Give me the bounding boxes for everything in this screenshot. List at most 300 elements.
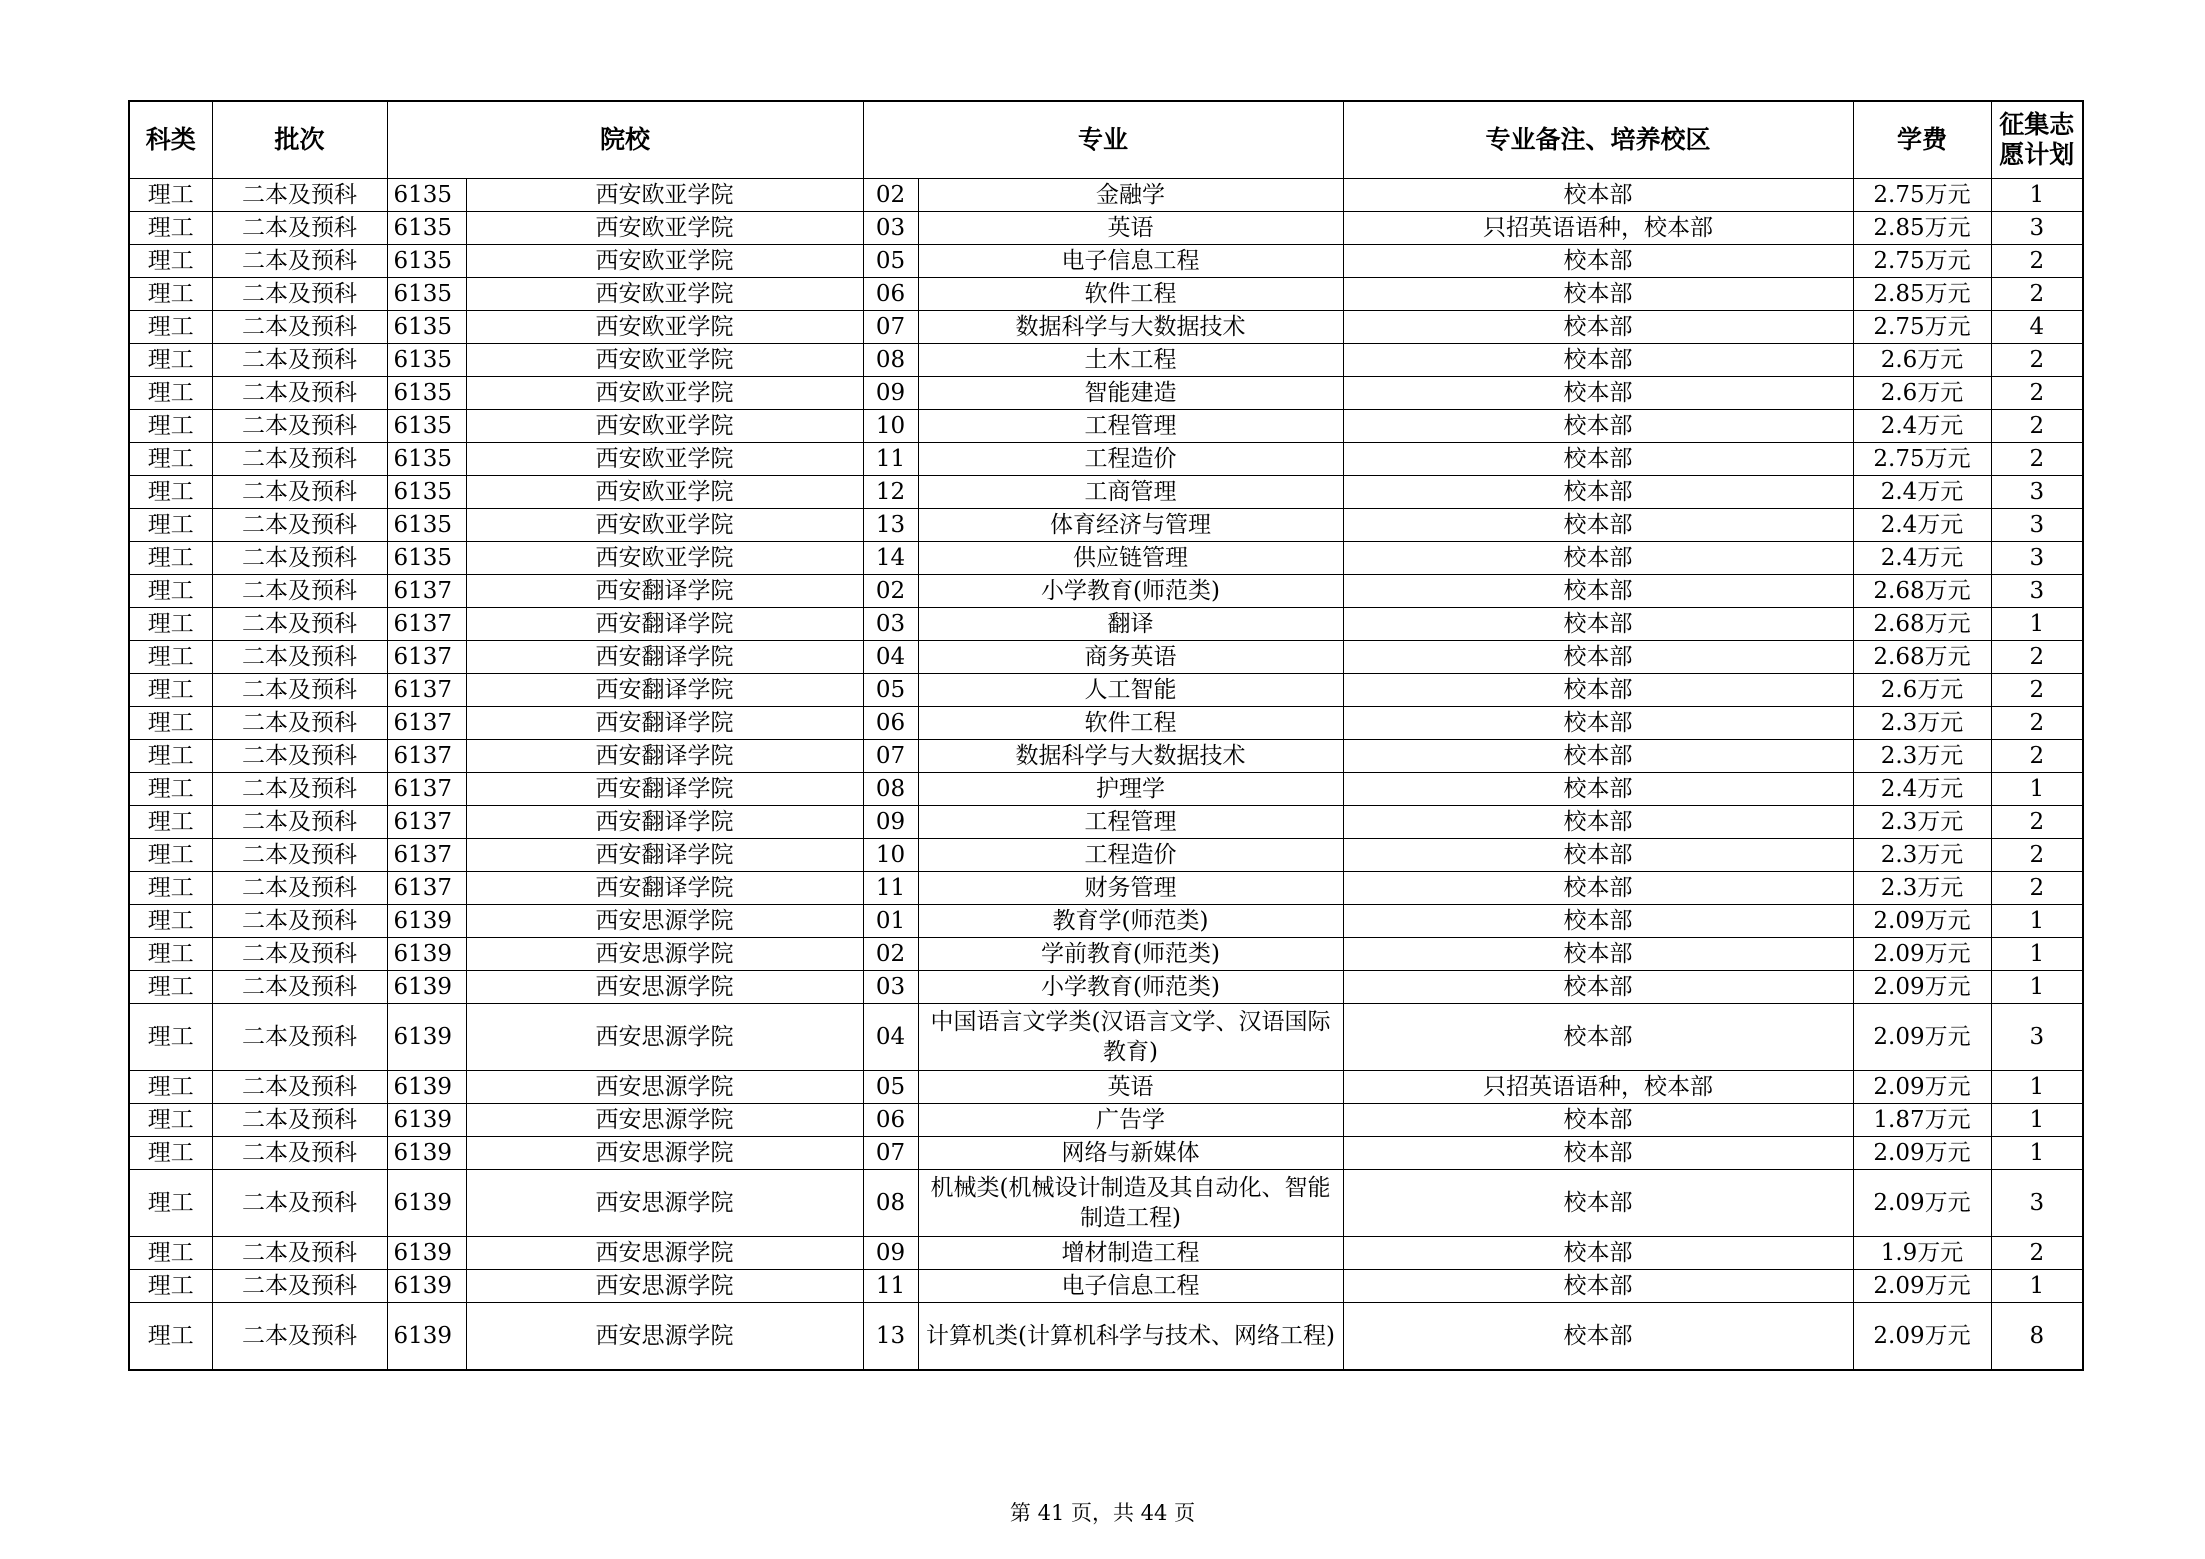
cell-category: 理工 bbox=[129, 1170, 212, 1237]
cell-plan: 2 bbox=[1991, 674, 2083, 707]
cell-major-code: 06 bbox=[863, 707, 918, 740]
cell-remarks: 校本部 bbox=[1343, 839, 1853, 872]
header-plan: 征集志愿计划 bbox=[1991, 101, 2083, 179]
cell-category: 理工 bbox=[129, 806, 212, 839]
header-category: 科类 bbox=[129, 101, 212, 179]
cell-remarks: 校本部 bbox=[1343, 509, 1853, 542]
table-header-row bbox=[129, 101, 2083, 179]
cell-school-name: 西安欧亚学院 bbox=[466, 245, 863, 278]
cell-major-name: 工程造价 bbox=[918, 839, 1343, 872]
cell-plan: 1 bbox=[1991, 1071, 2083, 1104]
cell-school-code: 6139 bbox=[387, 1004, 466, 1071]
cell-major-code: 11 bbox=[863, 443, 918, 476]
cell-batch: 二本及预科 bbox=[212, 245, 387, 278]
cell-plan: 1 bbox=[1991, 1270, 2083, 1303]
cell-school-code: 6139 bbox=[387, 971, 466, 1004]
cell-remarks: 校本部 bbox=[1343, 179, 1853, 212]
table-row bbox=[129, 344, 2083, 377]
header-major: 专业 bbox=[863, 101, 1343, 179]
cell-fee: 2.09万元 bbox=[1853, 1303, 1991, 1371]
cell-plan: 2 bbox=[1991, 641, 2083, 674]
cell-major-code: 07 bbox=[863, 1137, 918, 1170]
cell-school-code: 6135 bbox=[387, 410, 466, 443]
cell-remarks: 校本部 bbox=[1343, 641, 1853, 674]
cell-category: 理工 bbox=[129, 542, 212, 575]
admissions-plan-table-container bbox=[128, 100, 2082, 1371]
table-row bbox=[129, 212, 2083, 245]
cell-school-name: 西安翻译学院 bbox=[466, 575, 863, 608]
cell-major-name: 翻译 bbox=[918, 608, 1343, 641]
cell-major-name: 工程管理 bbox=[918, 806, 1343, 839]
cell-school-name: 西安翻译学院 bbox=[466, 872, 863, 905]
cell-category: 理工 bbox=[129, 608, 212, 641]
cell-major-code: 02 bbox=[863, 575, 918, 608]
table-row bbox=[129, 476, 2083, 509]
cell-major-code: 09 bbox=[863, 806, 918, 839]
table-row bbox=[129, 806, 2083, 839]
cell-school-code: 6135 bbox=[387, 179, 466, 212]
cell-major-name: 英语 bbox=[918, 212, 1343, 245]
cell-fee: 2.09万元 bbox=[1853, 905, 1991, 938]
cell-plan: 1 bbox=[1991, 971, 2083, 1004]
cell-school-name: 西安欧亚学院 bbox=[466, 410, 863, 443]
cell-fee: 2.75万元 bbox=[1853, 443, 1991, 476]
cell-school-code: 6135 bbox=[387, 377, 466, 410]
cell-major-code: 08 bbox=[863, 1170, 918, 1237]
cell-plan: 3 bbox=[1991, 1170, 2083, 1237]
table-row bbox=[129, 1104, 2083, 1137]
table-row bbox=[129, 1071, 2083, 1104]
table-row bbox=[129, 509, 2083, 542]
cell-fee: 2.09万元 bbox=[1853, 1270, 1991, 1303]
table-row bbox=[129, 1237, 2083, 1270]
cell-category: 理工 bbox=[129, 212, 212, 245]
cell-school-name: 西安欧亚学院 bbox=[466, 509, 863, 542]
cell-plan: 2 bbox=[1991, 410, 2083, 443]
cell-major-name: 计算机类(计算机科学与技术、网络工程) bbox=[918, 1303, 1343, 1371]
cell-school-name: 西安思源学院 bbox=[466, 1137, 863, 1170]
cell-school-code: 6137 bbox=[387, 839, 466, 872]
table-body bbox=[129, 179, 2083, 1371]
header-batch: 批次 bbox=[212, 101, 387, 179]
cell-school-code: 6137 bbox=[387, 740, 466, 773]
cell-batch: 二本及预科 bbox=[212, 641, 387, 674]
cell-remarks: 校本部 bbox=[1343, 1137, 1853, 1170]
cell-plan: 2 bbox=[1991, 872, 2083, 905]
cell-batch: 二本及预科 bbox=[212, 278, 387, 311]
table-row bbox=[129, 1004, 2083, 1071]
cell-plan: 1 bbox=[1991, 1137, 2083, 1170]
table-row bbox=[129, 443, 2083, 476]
cell-batch: 二本及预科 bbox=[212, 509, 387, 542]
cell-category: 理工 bbox=[129, 1303, 212, 1371]
cell-major-code: 03 bbox=[863, 971, 918, 1004]
cell-fee: 2.3万元 bbox=[1853, 872, 1991, 905]
table-row bbox=[129, 938, 2083, 971]
cell-school-name: 西安欧亚学院 bbox=[466, 542, 863, 575]
cell-category: 理工 bbox=[129, 1104, 212, 1137]
table-row bbox=[129, 1170, 2083, 1237]
cell-category: 理工 bbox=[129, 905, 212, 938]
table-row bbox=[129, 1137, 2083, 1170]
cell-school-code: 6139 bbox=[387, 938, 466, 971]
page-number-footer: 第 41 页，共 44 页 bbox=[1009, 1501, 1196, 1525]
cell-school-name: 西安思源学院 bbox=[466, 1170, 863, 1237]
cell-fee: 2.4万元 bbox=[1853, 476, 1991, 509]
cell-fee: 2.68万元 bbox=[1853, 641, 1991, 674]
cell-school-code: 6139 bbox=[387, 1270, 466, 1303]
cell-remarks: 校本部 bbox=[1343, 1004, 1853, 1071]
cell-fee: 2.09万元 bbox=[1853, 971, 1991, 1004]
cell-batch: 二本及预科 bbox=[212, 938, 387, 971]
cell-fee: 2.09万元 bbox=[1853, 1004, 1991, 1071]
cell-fee: 2.68万元 bbox=[1853, 575, 1991, 608]
cell-category: 理工 bbox=[129, 179, 212, 212]
cell-remarks: 校本部 bbox=[1343, 1170, 1853, 1237]
cell-major-name: 工商管理 bbox=[918, 476, 1343, 509]
cell-major-code: 10 bbox=[863, 410, 918, 443]
cell-batch: 二本及预科 bbox=[212, 179, 387, 212]
table-row bbox=[129, 245, 2083, 278]
cell-major-code: 07 bbox=[863, 311, 918, 344]
cell-school-code: 6139 bbox=[387, 1071, 466, 1104]
cell-school-name: 西安翻译学院 bbox=[466, 641, 863, 674]
cell-plan: 1 bbox=[1991, 608, 2083, 641]
cell-major-name: 网络与新媒体 bbox=[918, 1137, 1343, 1170]
cell-fee: 2.68万元 bbox=[1853, 608, 1991, 641]
cell-school-name: 西安翻译学院 bbox=[466, 839, 863, 872]
cell-batch: 二本及预科 bbox=[212, 1071, 387, 1104]
cell-major-name: 土木工程 bbox=[918, 344, 1343, 377]
cell-plan: 3 bbox=[1991, 1004, 2083, 1071]
cell-plan: 2 bbox=[1991, 806, 2083, 839]
cell-major-name: 护理学 bbox=[918, 773, 1343, 806]
table-row bbox=[129, 839, 2083, 872]
cell-batch: 二本及预科 bbox=[212, 1137, 387, 1170]
cell-batch: 二本及预科 bbox=[212, 608, 387, 641]
cell-remarks: 校本部 bbox=[1343, 377, 1853, 410]
cell-category: 理工 bbox=[129, 1137, 212, 1170]
cell-batch: 二本及预科 bbox=[212, 476, 387, 509]
cell-major-name: 智能建造 bbox=[918, 377, 1343, 410]
cell-major-name: 数据科学与大数据技术 bbox=[918, 311, 1343, 344]
cell-school-name: 西安思源学院 bbox=[466, 905, 863, 938]
cell-category: 理工 bbox=[129, 740, 212, 773]
cell-batch: 二本及预科 bbox=[212, 1270, 387, 1303]
cell-remarks: 校本部 bbox=[1343, 1237, 1853, 1270]
cell-fee: 2.6万元 bbox=[1853, 344, 1991, 377]
cell-school-code: 6139 bbox=[387, 1303, 466, 1371]
cell-category: 理工 bbox=[129, 938, 212, 971]
cell-school-name: 西安思源学院 bbox=[466, 1303, 863, 1371]
cell-remarks: 校本部 bbox=[1343, 938, 1853, 971]
cell-remarks: 校本部 bbox=[1343, 806, 1853, 839]
cell-remarks: 校本部 bbox=[1343, 575, 1853, 608]
cell-major-code: 09 bbox=[863, 377, 918, 410]
cell-batch: 二本及预科 bbox=[212, 443, 387, 476]
cell-school-name: 西安思源学院 bbox=[466, 1071, 863, 1104]
cell-fee: 2.75万元 bbox=[1853, 245, 1991, 278]
cell-batch: 二本及预科 bbox=[212, 806, 387, 839]
cell-major-name: 数据科学与大数据技术 bbox=[918, 740, 1343, 773]
cell-category: 理工 bbox=[129, 674, 212, 707]
cell-plan: 1 bbox=[1991, 773, 2083, 806]
cell-school-name: 西安欧亚学院 bbox=[466, 278, 863, 311]
header-remarks: 专业备注、培养校区 bbox=[1343, 101, 1853, 179]
cell-school-code: 6137 bbox=[387, 575, 466, 608]
cell-batch: 二本及预科 bbox=[212, 344, 387, 377]
cell-school-name: 西安欧亚学院 bbox=[466, 179, 863, 212]
cell-school-name: 西安翻译学院 bbox=[466, 674, 863, 707]
cell-batch: 二本及预科 bbox=[212, 410, 387, 443]
cell-major-code: 13 bbox=[863, 1303, 918, 1371]
cell-major-code: 03 bbox=[863, 212, 918, 245]
cell-plan: 2 bbox=[1991, 377, 2083, 410]
cell-school-code: 6135 bbox=[387, 344, 466, 377]
cell-remarks: 校本部 bbox=[1343, 1104, 1853, 1137]
table-row bbox=[129, 905, 2083, 938]
cell-major-name: 学前教育(师范类) bbox=[918, 938, 1343, 971]
table-row bbox=[129, 575, 2083, 608]
cell-major-code: 11 bbox=[863, 1270, 918, 1303]
cell-school-name: 西安欧亚学院 bbox=[466, 344, 863, 377]
cell-major-code: 06 bbox=[863, 278, 918, 311]
cell-major-name: 工程管理 bbox=[918, 410, 1343, 443]
cell-major-name: 软件工程 bbox=[918, 707, 1343, 740]
cell-category: 理工 bbox=[129, 641, 212, 674]
cell-batch: 二本及预科 bbox=[212, 1104, 387, 1137]
cell-major-name: 电子信息工程 bbox=[918, 1270, 1343, 1303]
cell-remarks: 校本部 bbox=[1343, 773, 1853, 806]
table-row bbox=[129, 1270, 2083, 1303]
cell-batch: 二本及预科 bbox=[212, 872, 387, 905]
cell-fee: 2.09万元 bbox=[1853, 938, 1991, 971]
cell-school-name: 西安翻译学院 bbox=[466, 608, 863, 641]
cell-major-code: 02 bbox=[863, 938, 918, 971]
cell-major-code: 01 bbox=[863, 905, 918, 938]
table-row bbox=[129, 1303, 2083, 1371]
cell-school-code: 6139 bbox=[387, 1170, 466, 1237]
cell-plan: 2 bbox=[1991, 839, 2083, 872]
cell-fee: 2.3万元 bbox=[1853, 839, 1991, 872]
cell-school-code: 6135 bbox=[387, 542, 466, 575]
cell-batch: 二本及预科 bbox=[212, 674, 387, 707]
cell-major-code: 02 bbox=[863, 179, 918, 212]
cell-major-name: 增材制造工程 bbox=[918, 1237, 1343, 1270]
cell-school-code: 6139 bbox=[387, 905, 466, 938]
cell-fee: 2.6万元 bbox=[1853, 377, 1991, 410]
cell-category: 理工 bbox=[129, 377, 212, 410]
cell-fee: 2.85万元 bbox=[1853, 278, 1991, 311]
table-row bbox=[129, 377, 2083, 410]
header-fee: 学费 bbox=[1853, 101, 1991, 179]
cell-school-code: 6137 bbox=[387, 806, 466, 839]
cell-remarks: 校本部 bbox=[1343, 905, 1853, 938]
cell-major-code: 12 bbox=[863, 476, 918, 509]
cell-batch: 二本及预科 bbox=[212, 311, 387, 344]
table-row bbox=[129, 311, 2083, 344]
cell-plan: 2 bbox=[1991, 707, 2083, 740]
cell-major-name: 供应链管理 bbox=[918, 542, 1343, 575]
cell-remarks: 校本部 bbox=[1343, 476, 1853, 509]
table-row bbox=[129, 608, 2083, 641]
cell-remarks: 校本部 bbox=[1343, 410, 1853, 443]
cell-major-code: 08 bbox=[863, 344, 918, 377]
cell-batch: 二本及预科 bbox=[212, 707, 387, 740]
cell-plan: 3 bbox=[1991, 212, 2083, 245]
cell-major-code: 14 bbox=[863, 542, 918, 575]
cell-school-code: 6135 bbox=[387, 476, 466, 509]
cell-fee: 2.3万元 bbox=[1853, 707, 1991, 740]
cell-remarks: 校本部 bbox=[1343, 1303, 1853, 1371]
cell-remarks: 校本部 bbox=[1343, 311, 1853, 344]
cell-fee: 2.6万元 bbox=[1853, 674, 1991, 707]
cell-remarks: 校本部 bbox=[1343, 707, 1853, 740]
cell-major-code: 03 bbox=[863, 608, 918, 641]
cell-major-code: 05 bbox=[863, 674, 918, 707]
table-row bbox=[129, 542, 2083, 575]
cell-major-code: 04 bbox=[863, 1004, 918, 1071]
cell-plan: 1 bbox=[1991, 905, 2083, 938]
cell-major-code: 07 bbox=[863, 740, 918, 773]
cell-school-code: 6137 bbox=[387, 674, 466, 707]
cell-school-code: 6135 bbox=[387, 311, 466, 344]
cell-fee: 1.87万元 bbox=[1853, 1104, 1991, 1137]
cell-school-name: 西安欧亚学院 bbox=[466, 311, 863, 344]
cell-fee: 2.4万元 bbox=[1853, 542, 1991, 575]
table-row bbox=[129, 410, 2083, 443]
cell-batch: 二本及预科 bbox=[212, 542, 387, 575]
cell-fee: 2.4万元 bbox=[1853, 410, 1991, 443]
cell-school-name: 西安思源学院 bbox=[466, 938, 863, 971]
table-row bbox=[129, 872, 2083, 905]
cell-major-name: 金融学 bbox=[918, 179, 1343, 212]
cell-major-name: 电子信息工程 bbox=[918, 245, 1343, 278]
cell-batch: 二本及预科 bbox=[212, 1237, 387, 1270]
cell-fee: 2.4万元 bbox=[1853, 773, 1991, 806]
cell-plan: 1 bbox=[1991, 1104, 2083, 1137]
cell-major-name: 人工智能 bbox=[918, 674, 1343, 707]
table-row bbox=[129, 179, 2083, 212]
cell-batch: 二本及预科 bbox=[212, 377, 387, 410]
cell-category: 理工 bbox=[129, 245, 212, 278]
cell-category: 理工 bbox=[129, 1237, 212, 1270]
cell-plan: 8 bbox=[1991, 1303, 2083, 1371]
cell-batch: 二本及预科 bbox=[212, 1004, 387, 1071]
cell-major-code: 10 bbox=[863, 839, 918, 872]
cell-batch: 二本及预科 bbox=[212, 740, 387, 773]
cell-plan: 2 bbox=[1991, 344, 2083, 377]
cell-category: 理工 bbox=[129, 476, 212, 509]
cell-fee: 2.75万元 bbox=[1853, 179, 1991, 212]
cell-remarks: 校本部 bbox=[1343, 278, 1853, 311]
cell-school-code: 6137 bbox=[387, 773, 466, 806]
admissions-plan-table bbox=[128, 100, 2084, 1371]
cell-major-name: 工程造价 bbox=[918, 443, 1343, 476]
cell-category: 理工 bbox=[129, 443, 212, 476]
cell-major-name: 小学教育(师范类) bbox=[918, 575, 1343, 608]
cell-major-name: 体育经济与管理 bbox=[918, 509, 1343, 542]
table-row bbox=[129, 740, 2083, 773]
cell-plan: 1 bbox=[1991, 938, 2083, 971]
cell-batch: 二本及预科 bbox=[212, 1170, 387, 1237]
cell-remarks: 校本部 bbox=[1343, 1270, 1853, 1303]
cell-remarks: 校本部 bbox=[1343, 344, 1853, 377]
cell-major-name: 软件工程 bbox=[918, 278, 1343, 311]
cell-major-code: 09 bbox=[863, 1237, 918, 1270]
cell-category: 理工 bbox=[129, 872, 212, 905]
cell-batch: 二本及预科 bbox=[212, 905, 387, 938]
cell-category: 理工 bbox=[129, 575, 212, 608]
cell-school-code: 6135 bbox=[387, 443, 466, 476]
cell-plan: 2 bbox=[1991, 443, 2083, 476]
cell-fee: 2.09万元 bbox=[1853, 1170, 1991, 1237]
cell-plan: 2 bbox=[1991, 1237, 2083, 1270]
cell-school-code: 6137 bbox=[387, 872, 466, 905]
cell-school-code: 6137 bbox=[387, 641, 466, 674]
table-row bbox=[129, 971, 2083, 1004]
cell-major-name: 英语 bbox=[918, 1071, 1343, 1104]
cell-fee: 2.75万元 bbox=[1853, 311, 1991, 344]
cell-fee: 2.85万元 bbox=[1853, 212, 1991, 245]
cell-category: 理工 bbox=[129, 773, 212, 806]
cell-school-name: 西安翻译学院 bbox=[466, 806, 863, 839]
table-row bbox=[129, 773, 2083, 806]
cell-batch: 二本及预科 bbox=[212, 212, 387, 245]
header-school: 院校 bbox=[387, 101, 863, 179]
cell-remarks: 校本部 bbox=[1343, 542, 1853, 575]
cell-major-code: 08 bbox=[863, 773, 918, 806]
cell-plan: 3 bbox=[1991, 542, 2083, 575]
cell-school-name: 西安思源学院 bbox=[466, 1004, 863, 1071]
cell-category: 理工 bbox=[129, 1270, 212, 1303]
cell-school-name: 西安思源学院 bbox=[466, 1104, 863, 1137]
cell-remarks: 校本部 bbox=[1343, 674, 1853, 707]
cell-school-code: 6135 bbox=[387, 278, 466, 311]
cell-major-name: 广告学 bbox=[918, 1104, 1343, 1137]
cell-category: 理工 bbox=[129, 311, 212, 344]
cell-batch: 二本及预科 bbox=[212, 575, 387, 608]
cell-category: 理工 bbox=[129, 707, 212, 740]
cell-remarks: 校本部 bbox=[1343, 971, 1853, 1004]
cell-fee: 2.3万元 bbox=[1853, 740, 1991, 773]
cell-school-code: 6137 bbox=[387, 707, 466, 740]
cell-major-code: 11 bbox=[863, 872, 918, 905]
cell-remarks: 校本部 bbox=[1343, 608, 1853, 641]
cell-major-name: 财务管理 bbox=[918, 872, 1343, 905]
cell-school-name: 西安思源学院 bbox=[466, 1237, 863, 1270]
cell-category: 理工 bbox=[129, 839, 212, 872]
cell-major-code: 05 bbox=[863, 1071, 918, 1104]
cell-plan: 2 bbox=[1991, 245, 2083, 278]
cell-batch: 二本及预科 bbox=[212, 971, 387, 1004]
cell-school-code: 6135 bbox=[387, 509, 466, 542]
cell-school-code: 6135 bbox=[387, 212, 466, 245]
table-row bbox=[129, 278, 2083, 311]
cell-major-name: 商务英语 bbox=[918, 641, 1343, 674]
cell-major-code: 04 bbox=[863, 641, 918, 674]
cell-remarks: 校本部 bbox=[1343, 740, 1853, 773]
cell-major-name: 机械类(机械设计制造及其自动化、智能制造工程) bbox=[918, 1170, 1343, 1237]
cell-category: 理工 bbox=[129, 1071, 212, 1104]
cell-major-code: 13 bbox=[863, 509, 918, 542]
cell-remarks: 只招英语语种，校本部 bbox=[1343, 212, 1853, 245]
cell-school-name: 西安翻译学院 bbox=[466, 740, 863, 773]
cell-plan: 3 bbox=[1991, 509, 2083, 542]
cell-school-code: 6139 bbox=[387, 1104, 466, 1137]
cell-school-code: 6139 bbox=[387, 1237, 466, 1270]
cell-major-code: 05 bbox=[863, 245, 918, 278]
